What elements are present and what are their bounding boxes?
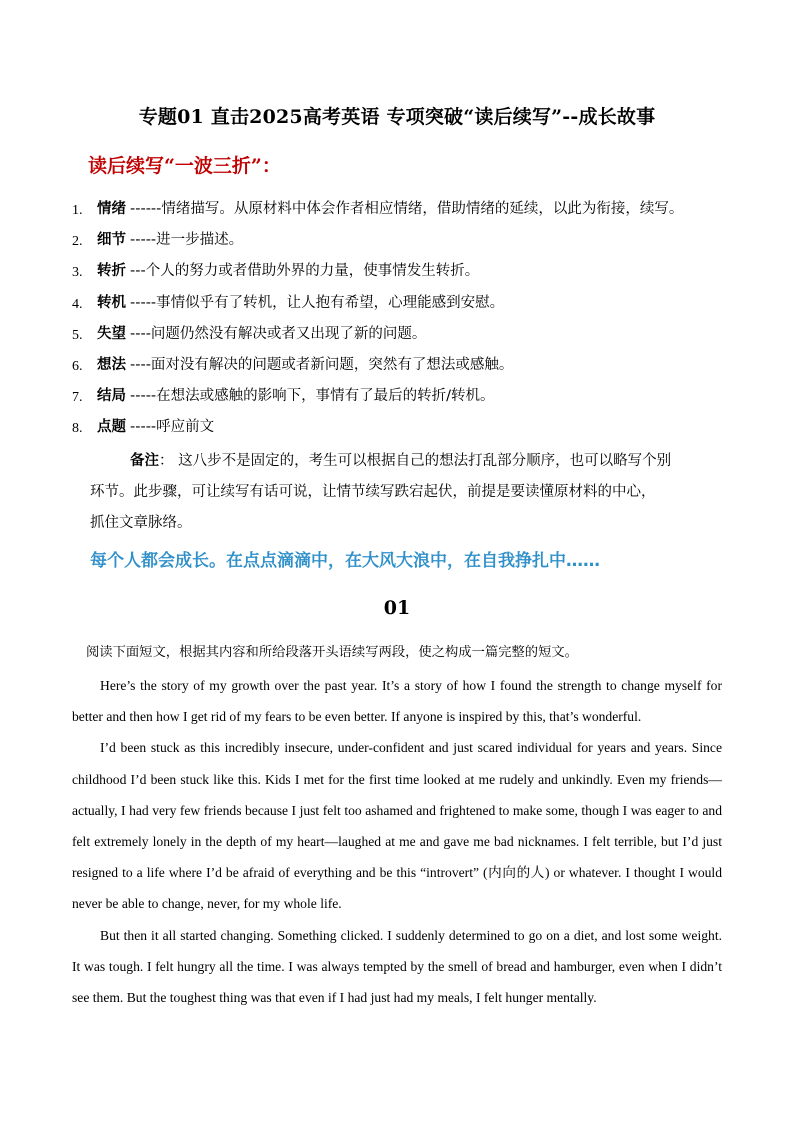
- story-paragraph: Here’s the story of my growth over the past year. It’s a story of how I found the strength to change myself for better and then how I get rid of my fears to be even better. If anyone is inspired by this, that’s wonderful.: [72, 678, 722, 725]
- item-term: 情绪: [97, 201, 126, 217]
- item-description: -----进一步描述。: [130, 232, 244, 249]
- list-item: [72, 260, 732, 291]
- note-text: ： 这八步不是固定的，考生可以根据自己的想法打乱部分顺序，也可以略写个别: [159, 453, 672, 469]
- story-paragraph: I’d been stuck as this incredibly insecure, under-confident and just scared individual for years and years. Since childhood I’d been stuck like this. Kids I met for the first time looked at me rudely and unkindly. Even my friends—actually, I had very few friends because I just felt too ashamed and frightened to make some, though I was eager to and felt extremely lonely in the depth of my heart—laughed at me and gave me bad nicknames. I felt terrible, but I’d just resigned to a life where I’d be afraid of everything and be this “introvert” (内向的人) or whatever. I thought I would never be able to change, never, for my whole life.: [72, 740, 722, 912]
- list-item: [72, 354, 732, 385]
- item-description: ----面对没有解决的问题或者新问题，突然有了想法或感触。: [130, 356, 514, 373]
- item-term: 细节: [97, 232, 126, 249]
- item-number: 4.: [72, 296, 83, 312]
- step-list: [72, 198, 732, 448]
- note-block: [90, 446, 730, 539]
- tagline: 每个人都会成长。在点点滴滴中，在大风大浪中，在自我挣扎中……: [90, 551, 600, 571]
- item-term: 转折: [97, 263, 126, 280]
- item-number: 8.: [72, 421, 83, 437]
- item-number: 1.: [72, 203, 83, 218]
- item-description: ----问题仍然没有解决或者又出现了新的问题。: [130, 325, 427, 342]
- subheading: 读后续写“一波三折”：: [88, 155, 281, 177]
- note-label: 备注: [130, 453, 159, 469]
- item-description: ---个人的努力或者借助外界的力量，使事情发生转折。: [130, 263, 480, 280]
- item-term: 转机: [97, 294, 126, 311]
- list-item: [72, 323, 732, 354]
- item-term: 失望: [97, 325, 126, 342]
- list-item: [72, 198, 732, 229]
- item-description: -----呼应前文: [130, 419, 215, 436]
- item-number: 7.: [72, 390, 83, 406]
- item-description: -----事情似乎有了转机，让人抱有希望，心理能感到安慰。: [130, 294, 505, 311]
- item-number: 6.: [72, 358, 83, 374]
- story-paragraph: But then it all started changing. Something clicked. I suddenly determined to go on a diet, and lost some weight. It was tough. I felt hungry all the time. I was always tempted by the smell of bread and hamburger, even when I didn’t see them. But the toughest thing was that even if I had just had my meals, I felt hunger mentally.: [72, 927, 722, 1006]
- item-description: ------情绪描写。从原材料中体会作者相应情绪，借助情绪的延续，以此为衔接，续写。: [130, 201, 684, 217]
- item-term: 点题: [97, 419, 126, 436]
- instruction-text: 阅读下面短文，根据其内容和所给段落开头语续写两段，使之构成一篇完整的短文。: [86, 645, 578, 660]
- list-item: [72, 229, 732, 260]
- note-text: 环节。此步骤，可让续写有话可说，让情节续写跌宕起伏，前提是要读懂原材料的中心，: [90, 484, 656, 500]
- note-text: 抓住文章脉络。: [90, 515, 192, 531]
- story-text: [72, 670, 722, 1013]
- item-description: -----在想法或感触的影响下，事情有了最后的转折/转机。: [130, 388, 495, 405]
- item-number: 2.: [72, 234, 83, 250]
- section-number: 01: [383, 597, 411, 619]
- list-item: [72, 385, 732, 416]
- item-term: 结局: [97, 388, 126, 405]
- list-item: [72, 292, 732, 323]
- list-item: [72, 416, 732, 447]
- document-title: 专题01 直击2025高考英语 专项突破“读后续写”--成长故事: [138, 106, 656, 128]
- item-number: 3.: [72, 265, 83, 281]
- item-number: 5.: [72, 327, 83, 343]
- item-term: 想法: [97, 356, 126, 373]
